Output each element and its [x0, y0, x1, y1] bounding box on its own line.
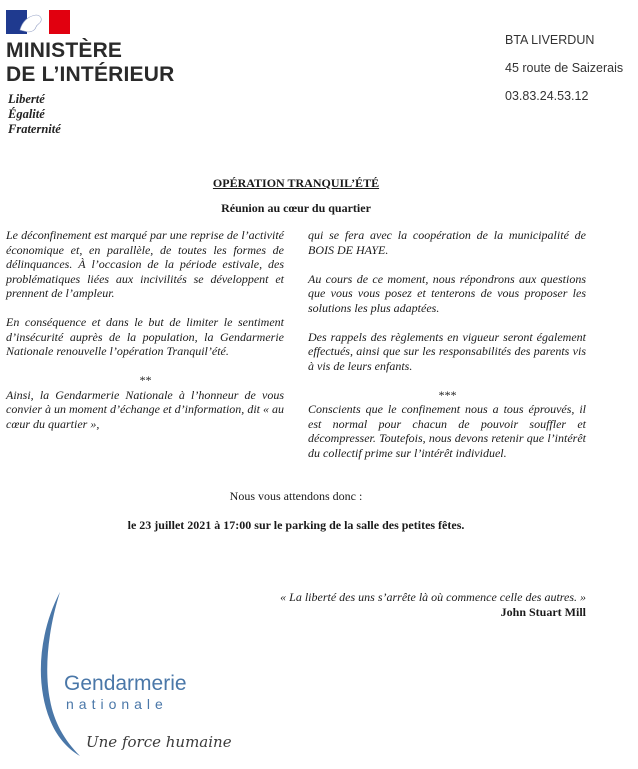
- marianne-flag-logo: [6, 10, 70, 34]
- right-paragraph-4: Conscients que le confinement nous a tous éprouvés, il est normal pour chacun de pouvoir souffler et décompresser. Toutefois, nous devons retenir que l’intérêt du collectif prime sur l’intérêt individuel.: [308, 402, 586, 460]
- unit-phone: 03.83.24.53.12: [505, 89, 589, 103]
- motto-egalite: Égalité: [8, 107, 45, 121]
- motto-liberte: Liberté: [8, 92, 45, 106]
- right-column: [308, 228, 586, 475]
- motto-fraternite: Fraternité: [8, 122, 61, 136]
- left-paragraph-3: Ainsi, la Gendarmerie Nationale à l’honneur de vous convier à un moment d’échange et d’information, dit « au cœur du quartier »,: [6, 387, 284, 431]
- nationale-wordmark: nationale: [66, 696, 168, 712]
- ministry-name: [6, 39, 174, 87]
- invitation-text: Nous vous attendons donc :: [229, 489, 363, 503]
- right-paragraph-1: qui se fera avec la coopération de la municipalité de BOIS DE HAYE.: [308, 228, 586, 257]
- left-paragraph-1: Le déconfinement est marqué par une reprise de l’activité économique et, en parallèle, de toutes les formes de délinquances. À l’occasion de la période estivale, des problématiques liées aux incivilités se développent et prennent de l’ampleur.: [6, 228, 284, 300]
- quote-text: « La liberté des uns s’arrête là où commence celle des autres. »: [280, 590, 586, 604]
- unit-name: BTA LIVERDUN: [505, 33, 595, 47]
- separator-stars: **: [139, 373, 151, 387]
- document-title: OPÉRATION TRANQUIL’ÉTÉ: [212, 176, 380, 190]
- event-date-location: le 23 juillet 2021 à 17:00 sur le parking de la salle des petites fêtes.: [127, 518, 465, 532]
- left-column: [6, 228, 284, 446]
- gendarmerie-wordmark: Gendarmerie: [64, 672, 187, 695]
- left-paragraph-2: En conséquence et dans le but de limiter le sentiment d’insécurité auprès de la population, la Gendarmerie Nationale renouvelle l’opération Tranquil’été.: [6, 315, 284, 358]
- quote-author: John Stuart Mill: [500, 605, 586, 619]
- document-subtitle: Réunion au cœur du quartier: [221, 201, 371, 215]
- right-paragraph-3: Des rappels des règlements en vigueur seront également effectués, ainsi que sur les responsabilités des parents vis à vis de leurs enfants.: [308, 329, 586, 373]
- unit-address: 45 route de Saizerais: [505, 61, 624, 75]
- gendarmerie-tagline: Une force humaine: [86, 733, 232, 751]
- right-paragraph-2: Au cours de ce moment, nous répondrons aux questions que vous vous posez et tenterons de vous proposer les solutions les plus adaptées.: [308, 271, 586, 315]
- ministry-line2: DE L’INTÉRIEUR: [6, 63, 175, 86]
- separator-stars: ***: [438, 387, 456, 402]
- republic-motto: [8, 92, 61, 137]
- ministry-line1: MINISTÈRE: [6, 39, 123, 62]
- contact-block: [505, 26, 623, 110]
